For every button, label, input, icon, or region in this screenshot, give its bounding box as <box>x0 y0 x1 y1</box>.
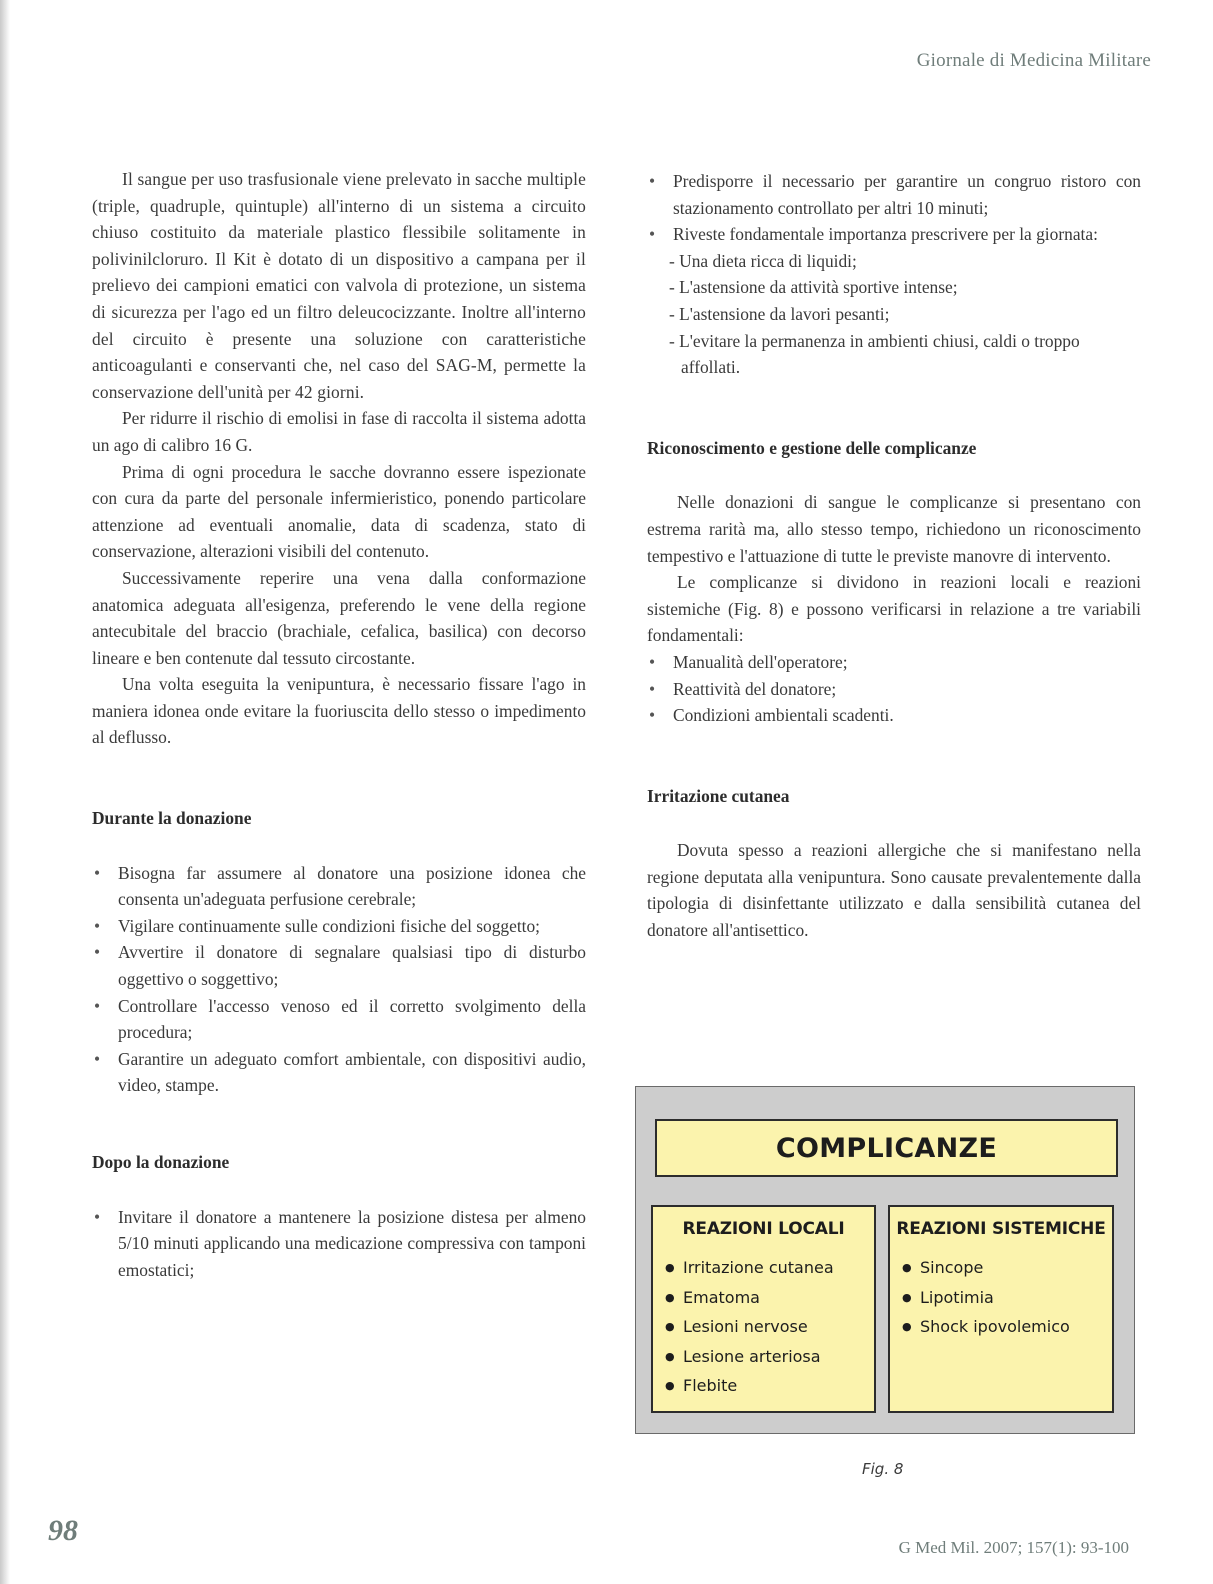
paragraph: Per ridurre il rischio di emolisi in fase di raccolta il sistema adotta un ago di calibro 16 G. <box>92 408 586 455</box>
list-item: • Predisporre il necessario per garantire un congruo ristoro con stazionamento controllato per altri 10 minuti; <box>647 168 1141 221</box>
complications-figure <box>635 1086 1135 1434</box>
page-edge <box>0 0 10 1584</box>
citation: G Med Mil. 2007; 157(1): 93-100 <box>898 1538 1129 1557</box>
paragraph: Le complicanze si dividono in reazioni locali e reazioni sistemiche (Fig. 8) e possono verificarsi in relazione a tre variabili fondamentali: <box>647 572 1141 646</box>
left-column <box>92 166 586 1283</box>
page-number: 98 <box>48 1514 78 1547</box>
list-item: ● Lesione arteriosa <box>665 1342 874 1372</box>
list-item: ● Shock ipovolemico <box>902 1312 1112 1342</box>
local-reactions-list <box>653 1253 874 1401</box>
list-item: • Bisogna far assumere al donatore una posizione idonea che consenta un'adeguata perfusione cerebrale; <box>92 860 586 913</box>
heading-complications: Riconoscimento e gestione delle complicanze <box>647 437 977 458</box>
list-item: • Reattività del donatore; <box>647 676 1141 703</box>
paragraph: Nelle donazioni di sangue le complicanze si presentano con estrema rarità ma, allo stesso tempo, richiedono un riconoscimento tempestivo e l'attuazione di tutte le previste manovre di intervento. <box>647 492 1141 566</box>
heading-skin-irritation: Irritazione cutanea <box>647 785 790 806</box>
paragraph: Dovuta spesso a reazioni allergiche che si manifestano nella regione deputata alla venipuntura. Sono causate prevalentemente dalla tipologia di disinfettante utilizzato e dalla sensibilità cutanea del donatore all'antisettico. <box>647 840 1141 941</box>
figure-title: COMPLICANZE <box>655 1119 1118 1177</box>
systemic-reactions-panel <box>888 1205 1114 1413</box>
list-item: • Controllare l'accesso venoso ed il corretto svolgimento della procedura; <box>92 993 586 1046</box>
systemic-reactions-title: REAZIONI SISTEMICHE <box>896 1219 1106 1239</box>
paragraph: Una volta eseguita la venipuntura, è necessario fissare l'ago in maniera idonea onde evitare la fuoriuscita dello stesso o impedimento al deflusso. <box>92 674 586 748</box>
list-item: • Invitare il donatore a mantenere la posizione distesa per almeno 5/10 minuti applicando una medicazione compressiva con tamponi emostatici; <box>92 1204 586 1284</box>
list-item: • Vigilare continuamente sulle condizioni fisiche del soggetto; <box>92 913 586 940</box>
list-item: • Manualità dell'operatore; <box>647 649 1141 676</box>
list-item: • Garantire un adeguato comfort ambientale, con dispositivi audio, video, stampe. <box>92 1046 586 1099</box>
figure-caption: Fig. 8 <box>862 1460 904 1478</box>
paragraph: Il sangue per uso trasfusionale viene prelevato in sacche multiple (triple, quadruple, quintuple) all'interno di un sistema a circuito chiuso costituito da materiale plastico flessibile solitamente in polivinilcloruro. Il Kit è dotato di un dispositivo a campana per il prelievo dei campioni ematici con valvola di protezione, un sistema di sicurezza per l'ago ed un filtro deleucocizzante. Inoltre all'interno del circuito è presente una soluzione con caratteristiche anticoagulanti e conservanti che, nel caso del SAG-M, permette la conservazione dell'unità per 42 giorni. <box>92 169 586 402</box>
heading-after-donation: Dopo la donazione <box>92 1152 230 1172</box>
list-item: ● Irritazione cutanea <box>665 1253 874 1283</box>
right-column <box>647 168 1141 944</box>
systemic-reactions-list <box>890 1253 1112 1342</box>
list-item: • Avvertire il donatore di segnalare qualsiasi tipo di disturbo oggettivo o soggettivo; <box>92 939 586 992</box>
list-item: ● Sincope <box>902 1253 1112 1283</box>
sub-list-item: - L'evitare la permanenza in ambienti chiusi, caldi o troppo affollati. <box>669 330 1080 378</box>
list-item: • Condizioni ambientali scadenti. <box>647 702 1141 729</box>
sub-list-item: - L'astensione da lavori pesanti; <box>669 303 890 324</box>
heading-during-donation: Durante la donazione <box>92 808 252 829</box>
paragraph: Prima di ogni procedura le sacche dovranno essere ispezionate con cura da parte del personale infermieristico, ponendo particolare attenzione ad eventuali anomalie, data di scadenza, stato di conservazione, alterazioni visibili del contenuto. <box>92 461 586 562</box>
sub-list-item: - L'astensione da attività sportive intense; <box>669 277 958 298</box>
local-reactions-panel <box>651 1205 876 1413</box>
list-item: ● Flebite <box>665 1371 874 1401</box>
journal-title: Giornale di Medicina Militare <box>916 50 1151 71</box>
after-donation-list-continued <box>647 168 1141 248</box>
after-donation-list <box>92 1204 586 1284</box>
prescription-sublist <box>647 248 1141 381</box>
sub-list-item: - Una dieta ricca di liquidi; <box>669 250 857 271</box>
list-item: • Riveste fondamentale importanza prescrivere per la giornata: <box>647 221 1141 248</box>
paragraph: Successivamente reperire una vena dalla conformazione anatomica adeguata all'esigenza, preferendo le vene della regione antecubitale del braccio (brachiale, cefalica, basilica) con decorso lineare e ben contenute dal tessuto circostante. <box>92 567 586 668</box>
variables-list <box>647 649 1141 729</box>
list-item: ● Ematoma <box>665 1283 874 1313</box>
during-donation-list <box>92 860 586 1099</box>
local-reactions-title: REAZIONI LOCALI <box>682 1219 845 1239</box>
list-item: ● Lipotimia <box>902 1283 1112 1313</box>
list-item: ● Lesioni nervose <box>665 1312 874 1342</box>
